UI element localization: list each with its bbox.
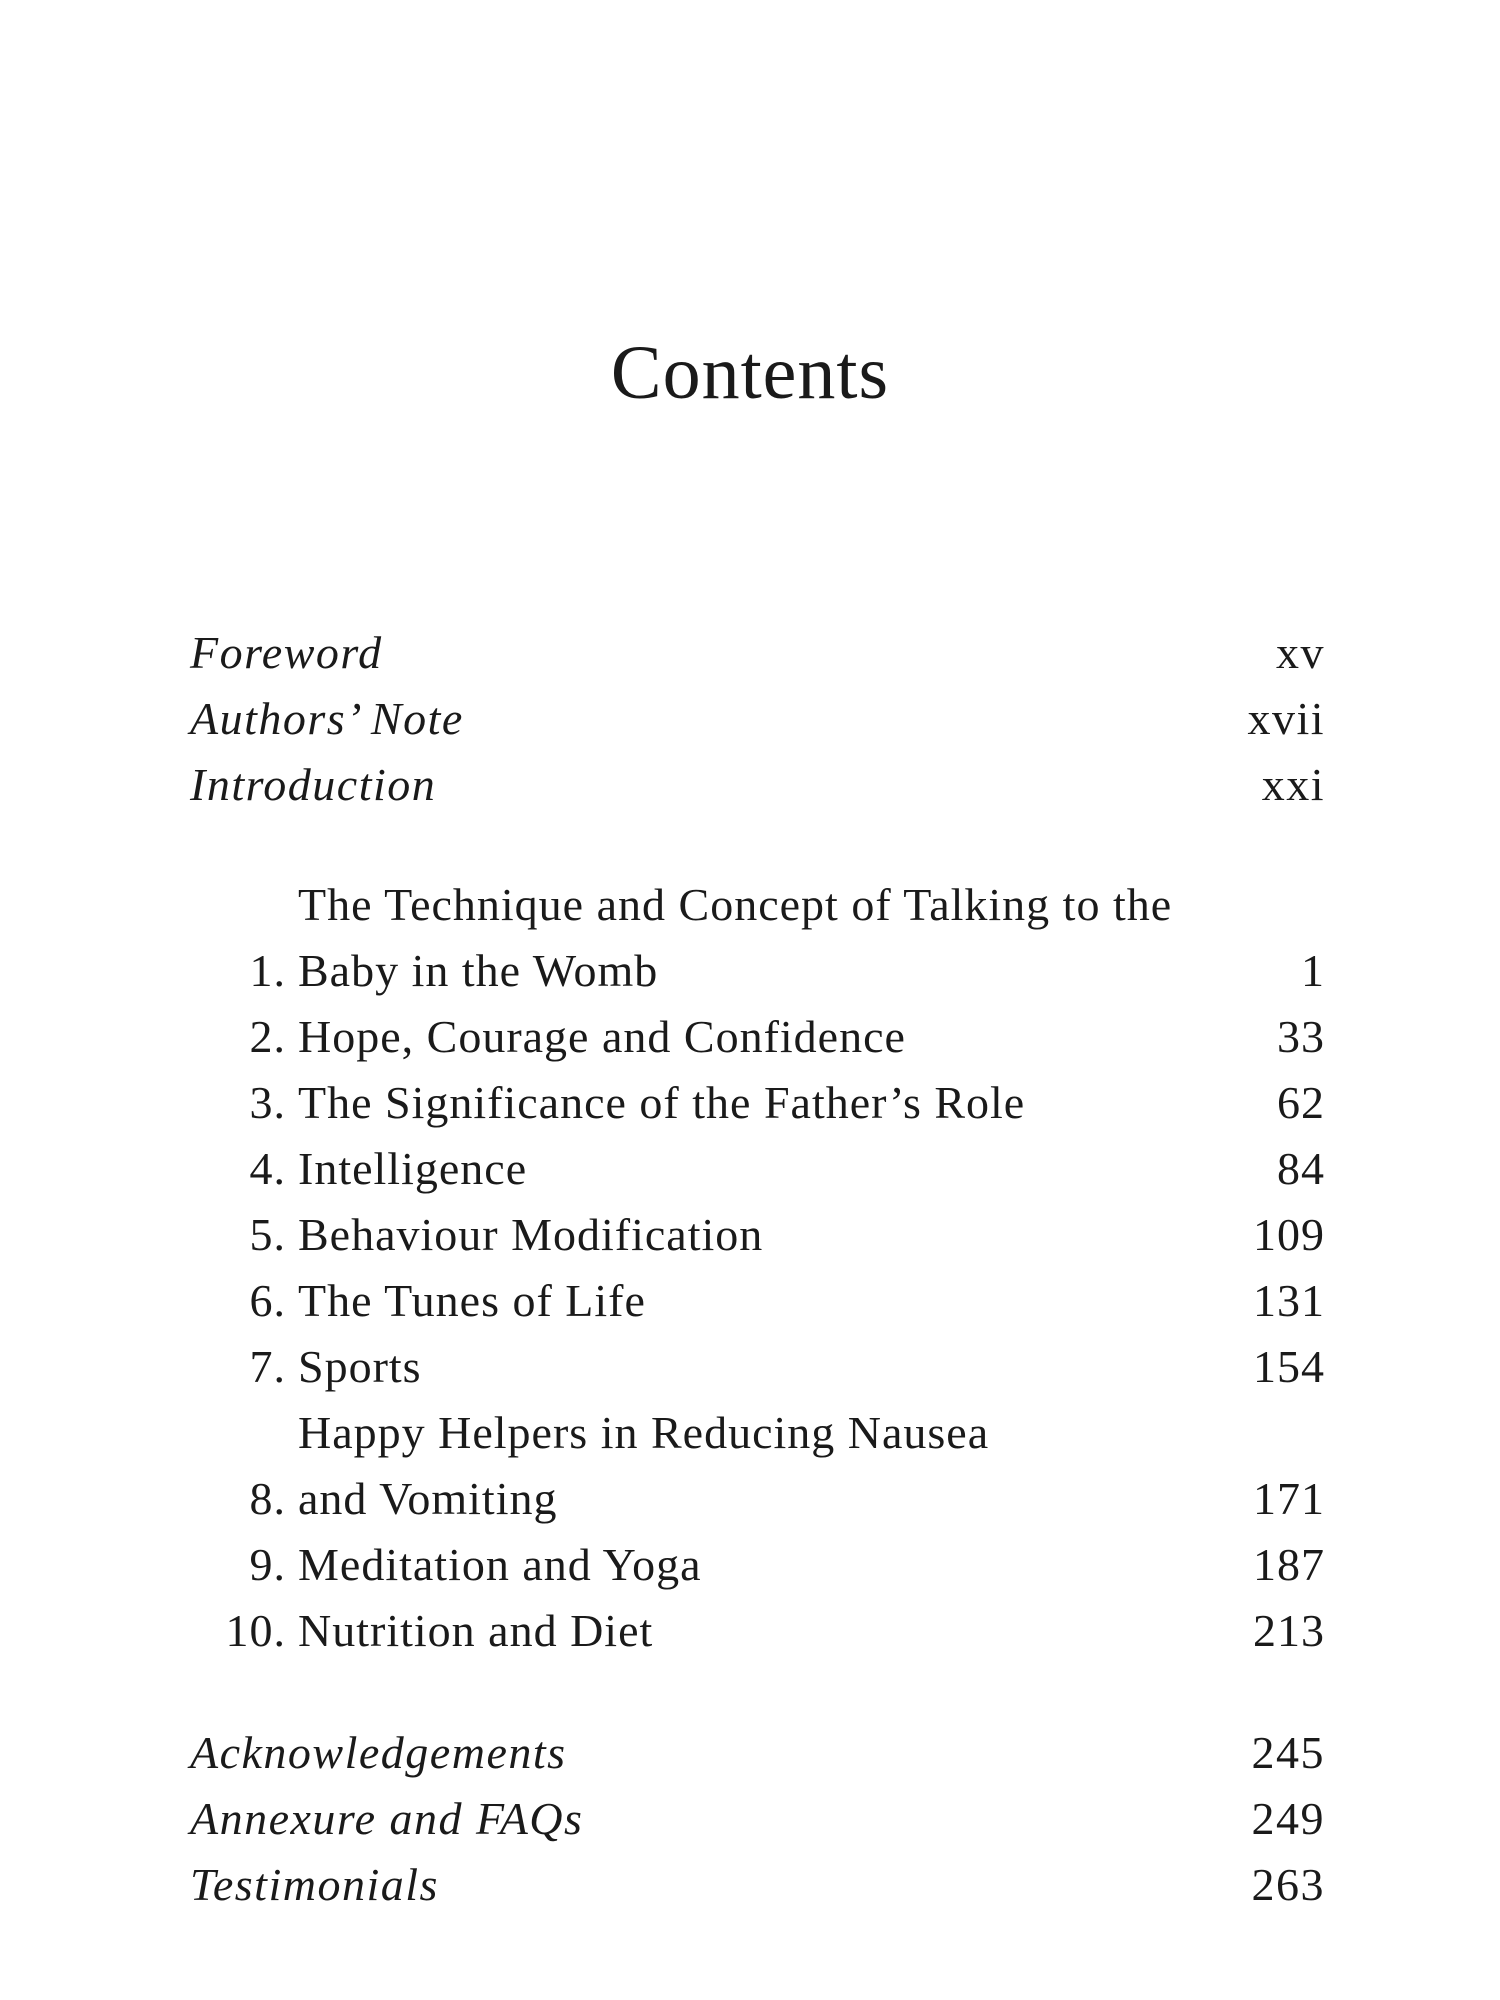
toc-chapter-7[interactable] [190, 1334, 1325, 1400]
chapter-number: 3. [249, 1077, 286, 1128]
toc-chapter-4[interactable] [190, 1136, 1325, 1202]
chapter-title: Nutrition and Diet [298, 1605, 654, 1656]
front-matter-list [190, 620, 1325, 818]
toc-entry-page: xv [1276, 627, 1325, 678]
toc-entry-introduction[interactable] [190, 752, 1325, 818]
chapter-page: 109 [1253, 1209, 1325, 1260]
chapter-title: The Tunes of Life [298, 1275, 646, 1326]
chapter-number: 5. [249, 1209, 286, 1260]
toc-entry-page: 249 [1251, 1793, 1325, 1844]
chapter-title: Behaviour Modification [298, 1209, 764, 1260]
chapter-title: Hope, Courage and Confidence [298, 1011, 906, 1062]
toc-chapter-2[interactable] [190, 1004, 1325, 1070]
chapter-number: 10. [225, 1605, 286, 1656]
toc-chapter-8[interactable] [190, 1400, 1325, 1532]
toc-entry-page: xvii [1247, 693, 1325, 744]
chapter-page: 187 [1253, 1539, 1325, 1590]
chapter-title-continued: Baby in the Womb [298, 945, 659, 996]
toc-entry-page: xxi [1261, 759, 1325, 810]
toc-entry-acknowledgements[interactable] [190, 1720, 1325, 1786]
toc-entry-testimonials[interactable] [190, 1852, 1325, 1918]
toc-chapter-3[interactable] [190, 1070, 1325, 1136]
chapter-number: 1. [249, 945, 286, 996]
chapter-page: 33 [1277, 1011, 1325, 1062]
toc-entry-page: 245 [1251, 1727, 1325, 1778]
chapter-number: 9. [249, 1539, 286, 1590]
toc-entry-foreword[interactable] [190, 620, 1325, 686]
chapter-number: 8. [249, 1473, 286, 1524]
toc-entry-authors-note[interactable] [190, 686, 1325, 752]
chapter-page: 84 [1277, 1143, 1325, 1194]
chapter-page: 62 [1277, 1077, 1325, 1128]
chapter-title: Happy Helpers in Reducing Nausea [298, 1407, 990, 1458]
toc-chapter-5[interactable] [190, 1202, 1325, 1268]
chapter-page: 213 [1253, 1605, 1325, 1656]
toc-entry-label: Testimonials [190, 1859, 439, 1910]
chapter-title-continued: and Vomiting [298, 1473, 558, 1524]
toc-chapter-6[interactable] [190, 1268, 1325, 1334]
chapter-title: Intelligence [298, 1143, 528, 1194]
toc-entry-label: Foreword [190, 627, 383, 678]
page-title: Contents [610, 331, 890, 415]
back-matter-list [190, 1720, 1325, 1918]
chapter-page: 171 [1253, 1473, 1325, 1524]
chapter-title: The Technique and Concept of Talking to the [298, 879, 1173, 930]
chapter-page: 154 [1253, 1341, 1325, 1392]
toc-entry-annexure[interactable] [190, 1786, 1325, 1852]
toc-chapter-1[interactable] [190, 872, 1325, 1004]
chapter-number: 6. [249, 1275, 286, 1326]
toc-entry-label: Acknowledgements [190, 1727, 567, 1778]
chapter-number: 2. [249, 1011, 286, 1062]
chapter-number: 4. [249, 1143, 286, 1194]
toc-entry-label: Authors’ Note [190, 693, 464, 744]
toc-entry-page: 263 [1251, 1859, 1325, 1910]
toc-entry-label: Introduction [190, 759, 437, 810]
chapter-title: Sports [298, 1341, 422, 1392]
chapter-title: The Significance of the Father’s Role [298, 1077, 1026, 1128]
toc-chapter-9[interactable] [190, 1532, 1325, 1598]
chapter-number: 7. [249, 1341, 286, 1392]
toc-chapter-10[interactable] [190, 1598, 1325, 1664]
chapter-page: 1 [1301, 945, 1325, 996]
chapter-list [190, 872, 1325, 1664]
chapter-page: 131 [1253, 1275, 1325, 1326]
toc-entry-label: Annexure and FAQs [190, 1793, 584, 1844]
chapter-title: Meditation and Yoga [298, 1539, 702, 1590]
